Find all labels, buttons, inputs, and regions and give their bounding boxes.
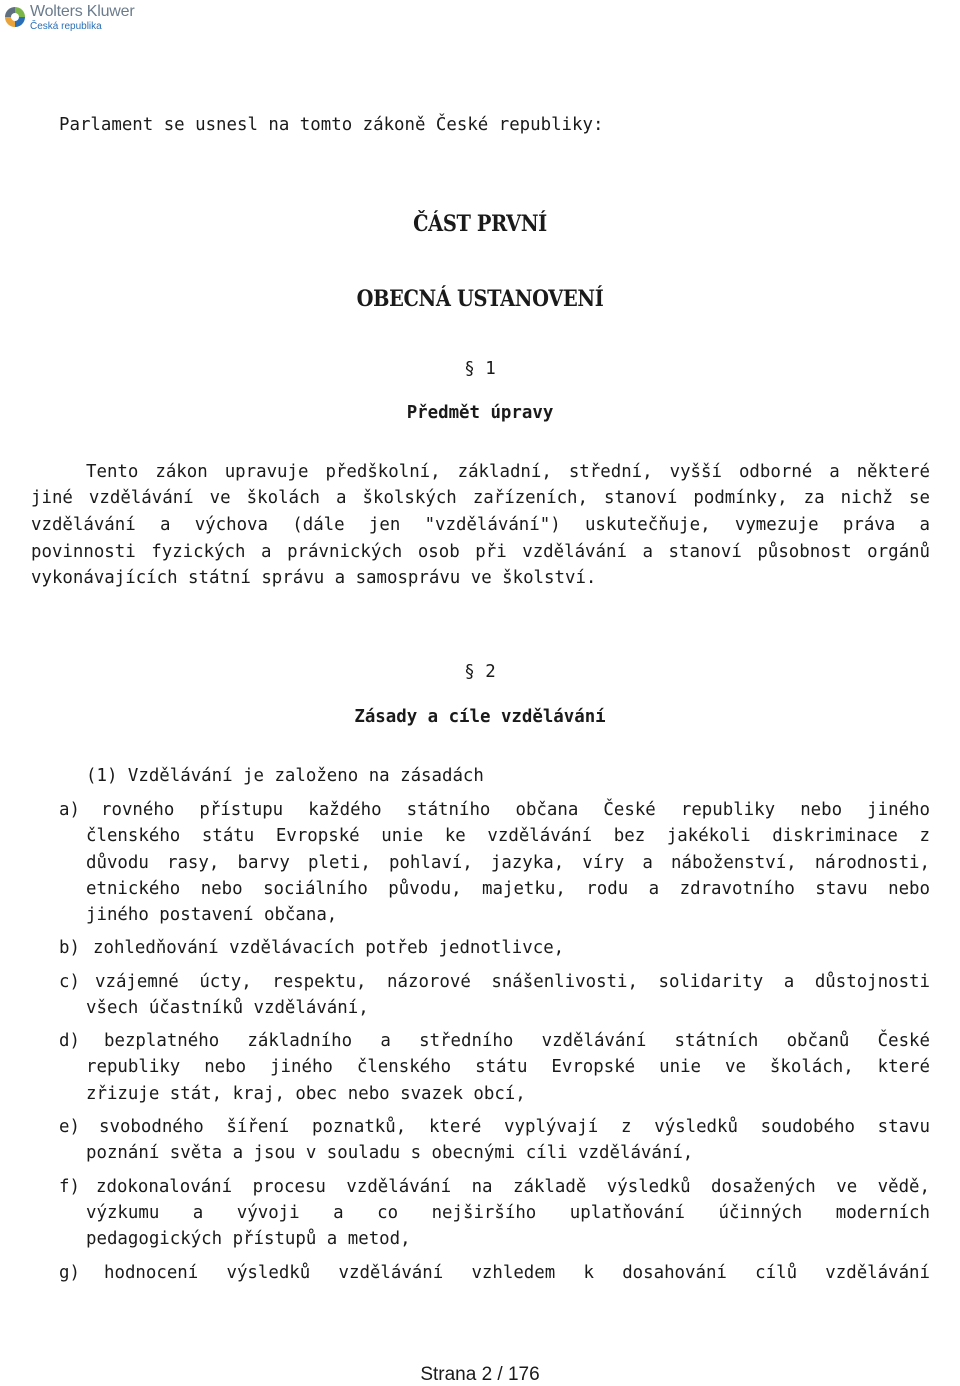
list-item-line: pedagogických přístupů a metod, [86,1229,411,1249]
intro-text: Parlament se usnesl na tomto zákoně České republiky: [59,115,604,135]
section-2-heading: Zásady a cíle vzdělávání [354,707,606,727]
list-item-line: rovného přístupu každého státního občana České republiky nebo jiného [101,800,930,820]
section-1-line: jiné vzdělávání ve školách a školských zařízeních, stanoví podmínky, za nichž se [31,488,930,508]
brand-logo [4,4,135,36]
section-1-heading: Předmět úpravy [406,403,554,423]
list-item-line: zdokonalování procesu vzdělávání na základě výsledků dosažených ve vědě, [96,1177,930,1197]
list-item-letter: e) [59,1117,80,1137]
part-title: ČÁST PRVNÍ [413,211,547,237]
section-2-paragraph-1: (1) Vzdělávání je založeno na zásadách [86,766,484,786]
section-2-number: § 2 [464,662,496,682]
part-subtitle: OBECNÁ USTANOVENÍ [356,286,604,312]
list-item-line: výzkumu a vývoji a co nejširšího uplatňování účinných moderních [86,1203,930,1223]
list-item-line: etnického nebo sociálního původu, majetku, rodu a zdravotního stavu nebo [86,879,930,899]
list-item-letter: b) [59,938,80,958]
list-item-line: jiného postavení občana, [86,905,338,925]
section-1-line: Tento zákon upravuje předškolní, základní, střední, vyšší odborné a některé [86,462,930,482]
section-1-line: povinnosti fyzických a právnických osob při vzdělávání a stanoví působnost orgánů [31,542,930,562]
list-item-letter: d) [59,1031,80,1051]
list-item-line: vzájemné úcty, respektu, názorové snášenlivosti, solidarity a důstojnosti [95,972,930,992]
list-item-line: zřizuje stát, kraj, obec nebo svazek obcí, [86,1084,526,1104]
list-item-letter: a) [59,800,80,820]
brand-subtitle: Česká republika [30,21,102,32]
list-item-line: hodnocení výsledků vzdělávání vzhledem k dosahování cílů vzdělávání [104,1263,930,1283]
list-item-line: svobodného šíření poznatků, které vyplývají z výsledků soudobého stavu [99,1117,930,1137]
list-item-line: důvodu rasy, barvy pleti, pohlaví, jazyka, víry a náboženství, národnosti, [86,853,930,873]
list-item-line: členského státu Evropské unie ke vzdělávání bez jakékoli diskriminace z [86,826,930,846]
list-item-line: bezplatného základního a středního vzdělávání státních občanů České [104,1031,930,1051]
wolters-kluwer-logo-icon [4,6,26,28]
section-1-line: vykonávajících státní správu a samosprávu ve školství. [31,568,597,588]
list-item-line: republiky nebo jiného členského státu Evropské unie ve školách, které [86,1057,930,1077]
list-item-line: všech účastníků vzdělávání, [86,998,369,1018]
list-item-line: poznání světa a jsou v souladu s obecnými cíli vzdělávání, [86,1143,694,1163]
section-1-line: vzdělávání a výchova (dále jen "vzdělávání") uskutečňuje, vymezuje práva a [31,515,930,535]
page-number: Strana 2 / 176 [420,1364,540,1385]
list-item-line: zohledňování vzdělávacích potřeb jednotlivce, [93,938,565,958]
section-1-number: § 1 [464,359,496,379]
list-item-letter: f) [59,1177,80,1197]
list-item-letter: g) [59,1263,80,1283]
list-item-letter: c) [59,972,80,992]
brand-name: Wolters Kluwer [30,3,135,20]
